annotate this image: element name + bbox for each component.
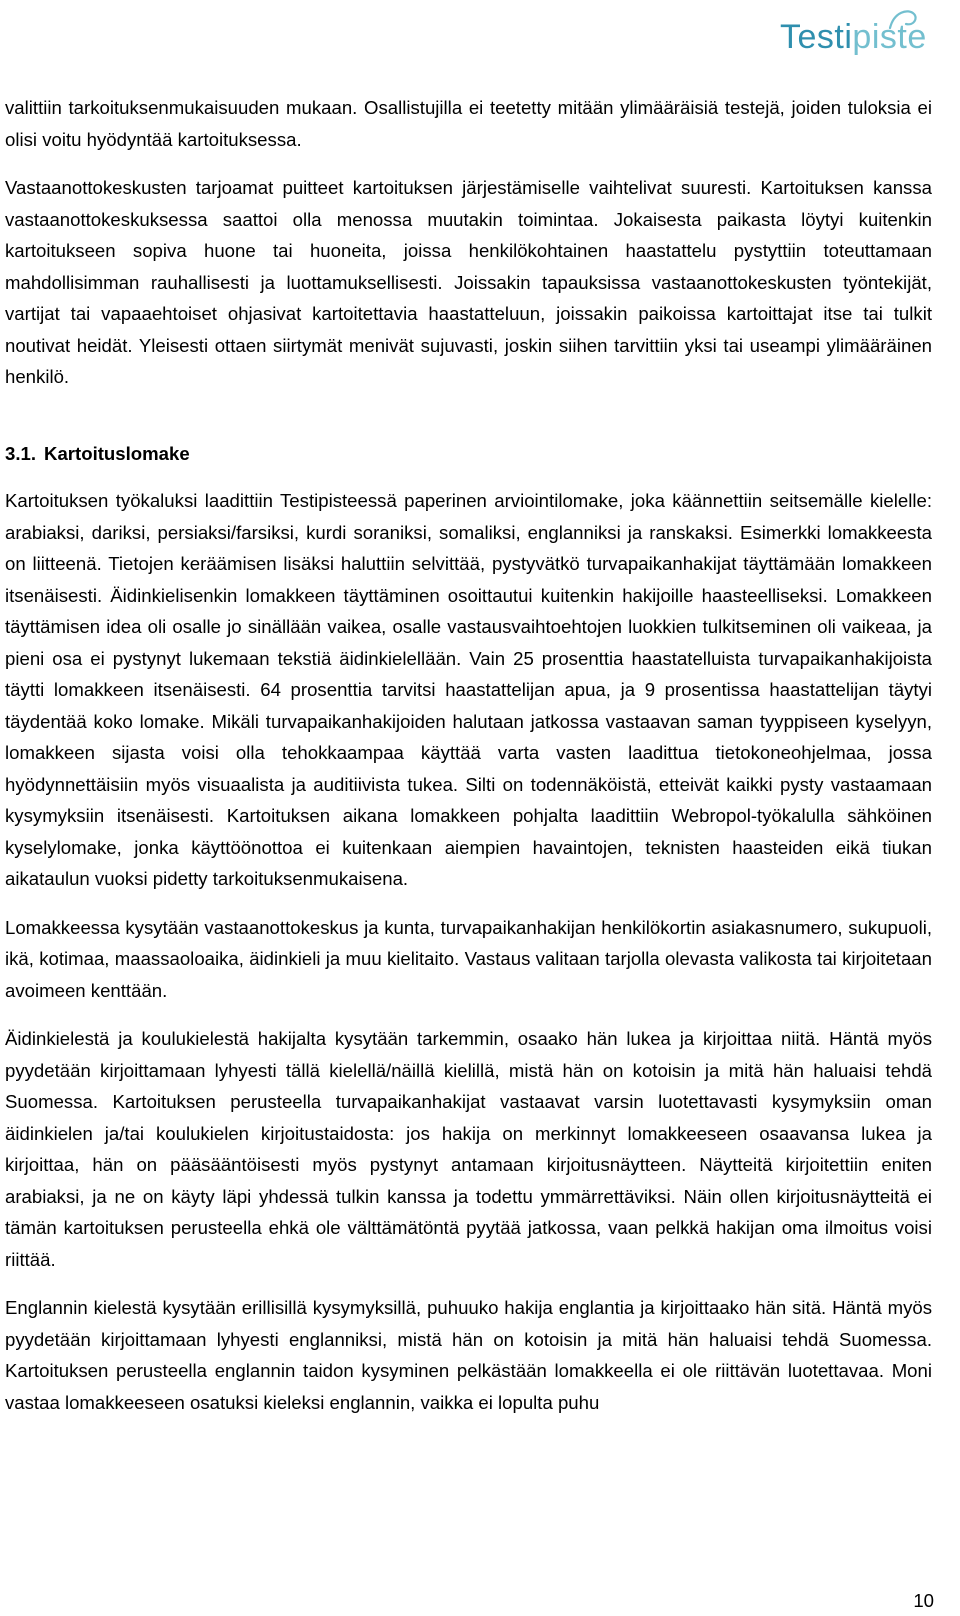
section-heading [5, 438, 932, 470]
paragraph: Vastaanottokeskusten tarjoamat puitteet kartoituksen järjestämiselle vaihtelivat suuresti. Kartoituksen kanssa vastaanottokeskuksessa saattoi olla menossa muutakin toimintaa. Jokaisesta paikasta löytyi kuitenkin kartoitukseen sopiva huone tai huoneita, joissa henkilökohtainen haastattelu pystyttiin toteuttamaan mahdollisimman rauhallisesti ja luottamuksellisesti. Joissakin tapauksissa vastaanottokeskusten työntekijät, vartijat tai vapaaehtoiset ohjasivat kartoitettavia haastatteluun, joissakin paikoissa kartoittajat itse tai tulkit noutivat heidät. Yleisesti ottaen siirtymät menivät sujuvasti, joskin siihen tarvittiin yksi tai useampi ylimääräinen henkilö. [5, 177, 932, 387]
testipiste-logo [780, 6, 950, 70]
logo-wordmark: Testipiste [780, 18, 927, 56]
paragraph: Äidinkielestä ja koulukielestä hakijalta kysytään tarkemmin, osaako hän lukea ja kirjoittaa niitä. Häntä myös pyydetään kirjoittamaan lyhyesti tällä kielellä/näillä kielillä, mistä hän on kotoisin ja mitä hän haluaisi tehdä Suomessa. Kartoituksen perusteella turvapaikanhakijat vastaavat varsin luotettavasti kysymyksiin oman äidinkielen ja/tai koulukielen kirjoitustaidosta: jos hakija on merkinnyt lomakkeeseen osaavansa lukea ja kirjoittaa, hän on pääsääntöisesti myös pystynyt antamaan kirjoitusnäytteen. Näytteitä kirjoitettiin eniten arabiaksi, ja ne on käyty läpi yhdessä tulkin kanssa ja todettu ymmärrettäviksi. Näin ollen kirjoitusnäytteitä ei tämän kartoituksen perusteella ehkä ole välttämätöntä pyytää jatkossa, vaan pelkkä hakijan oma ilmoitus voisi riittää. [5, 1028, 932, 1270]
paragraph: Englannin kielestä kysytään erillisillä kysymyksillä, puhuuko hakija englantia ja kirjoittaako hän sitä. Häntä myös pyydetään kirjoittamaan lyhyesti englanniksi, mistä hän on kotoisin ja mitä hän haluaisi tehdä Suomessa. Kartoituksen perusteella englannin taidon kysyminen pelkästään lomakkeella ei ole riittävän luotettavaa. Moni vastaa lomakkeeseen osatuksi kieleksi englannin, vaikka ei lopulta puhu [5, 1297, 932, 1413]
paragraph: Lomakkeessa kysytään vastaanottokeskus ja kunta, turvapaikanhakijan henkilökortin asiakasnumero, sukupuoli, ikä, kotimaa, maassaoloaika, äidinkieli ja muu kielitaito. Vastaus valitaan tarjolla olevasta valikosta tai kirjoitetaan avoimeen kenttään. [5, 916, 932, 1001]
paragraph: Kartoituksen työkaluksi laadittiin Testipisteessä paperinen arviointilomake, joka käännettiin seitsemälle kielelle: arabiaksi, dariksi, persiaksi/farsiksi, kurdi soraniksi, somaliksi, englanniksi ja ranskaksi. Esimerkki lomakkeesta on liitteenä. Tietojen keräämisen lisäksi haluttiin selvittää, pystyvätkö turvapaikanhakijat täyttämään lomakkeen itsenäisesti. Äidinkielisenkin lomakkeen täyttäminen osoittautui kuitenkin hakijoille haasteelliseksi. Lomakkeen täyttämisen idea oli osalle jo sinällään vaikea, osalle vastausvaihtoehtojen luokkien tulkitseminen oli vaikeaa, ja pieni osa ei pystynyt lukemaan tekstiä äidinkielellään. Vain 25 prosenttia haastatelluista turvapaikanhakijoista täytti lomakkeen itsenäisesti. 64 prosenttia tarvitsi haastattelijan apua, ja 9 prosentissa haastattelijan täytyi täydentää koko lomake. Mikäli turvapaikanhakijoiden halutaan jatkossa vastaavan saman tyyppiseen kyselyyn, lomakkeen sijasta voisi olla tehokkaampaa käyttää varta vasten laadittua tietokoneohjelmaa, jossa hyödynnettäisiin myös visuaalista ja auditiivista tukea. Silti on todennäköistä, etteivät kaikki pysty vastaamaan kysymyksiin itsenäisesti. Kartoituksen aikana lomakkeen pohjalta laadittiin Webropol-työkalulla sähköinen kyselylomake, jonka käyttöönottoa ei kuitenkaan aiempien havaintojen, teknisten haasteiden eikä tiukan aikataulun vuoksi pidetty tarkoituksenmukaisena. [5, 490, 932, 889]
document-body [5, 92, 932, 1418]
section-title: Kartoituslomake [44, 442, 190, 464]
page-number: 10 [913, 1590, 934, 1611]
section-number: 3.1. [5, 442, 37, 464]
paragraph: valittiin tarkoituksenmukaisuuden mukaan. Osallistujilla ei teetetty mitään ylimääräisiä testejä, joiden tuloksia ei olisi voitu hyödyntää kartoituksessa. [5, 97, 932, 150]
